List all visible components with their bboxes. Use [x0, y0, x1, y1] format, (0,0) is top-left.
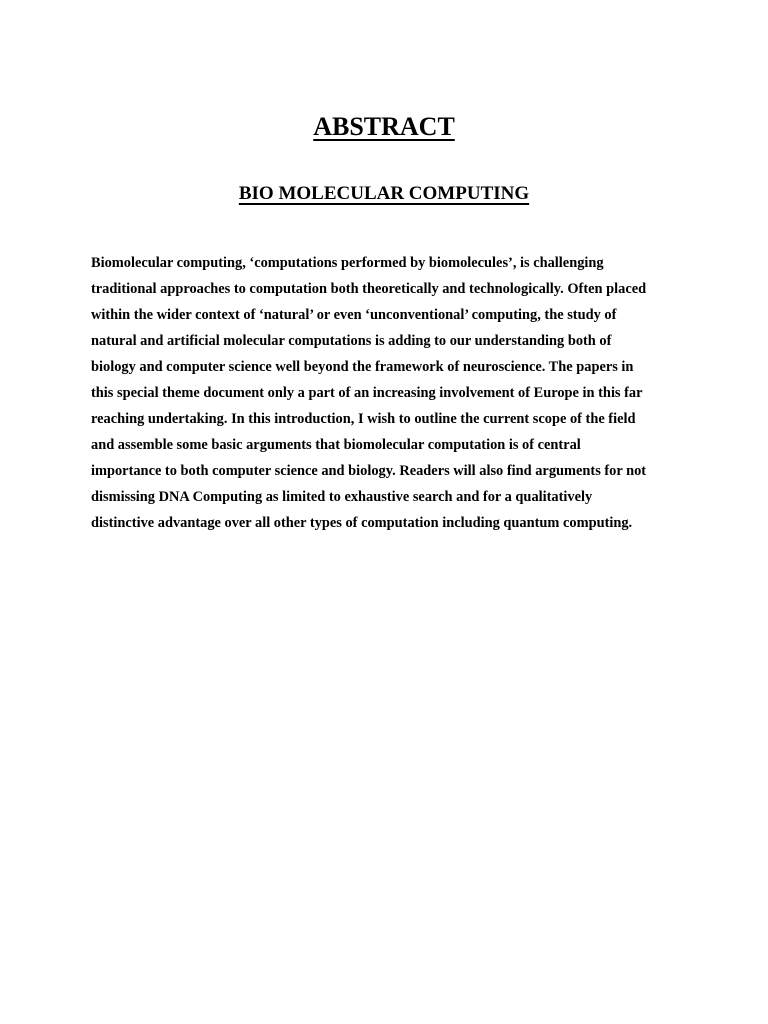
paragraph-line: reaching undertaking. In this introduction, I wish to outline the current scope of the field	[91, 411, 636, 427]
paragraph-line: distinctive advantage over all other types of computation including quantum computing.	[91, 515, 633, 531]
document-title-block	[0, 110, 768, 144]
abstract-paragraph	[91, 250, 691, 536]
paragraph-line: within the wider context of ‘natural’ or even ‘unconventional’ computing, the study of	[91, 307, 617, 323]
paragraph-line: biology and computer science well beyond the framework of neuroscience. The papers in	[91, 359, 634, 375]
paragraph-line: dismissing DNA Computing as limited to exhaustive search and for a qualitatively	[91, 489, 593, 505]
paragraph-line: traditional approaches to computation both theoretically and technologically. Often placed	[91, 281, 647, 297]
paragraph-line: importance to both computer science and biology. Readers will also find arguments for not	[91, 463, 647, 479]
paragraph-line: this special theme document only a part of an increasing involvement of Europe in this far	[91, 385, 643, 401]
document-title: ABSTRACT	[313, 112, 455, 141]
document-subtitle: BIO MOLECULAR COMPUTING	[238, 183, 530, 204]
document-subtitle-block	[0, 181, 768, 207]
paragraph-line: and assemble some basic arguments that biomolecular computation is of central	[91, 437, 581, 453]
paragraph-line: natural and artificial molecular computations is adding to our understanding both of	[91, 333, 612, 349]
paragraph-line: Biomolecular computing, ‘computations performed by biomolecules’, is challenging	[91, 255, 604, 271]
